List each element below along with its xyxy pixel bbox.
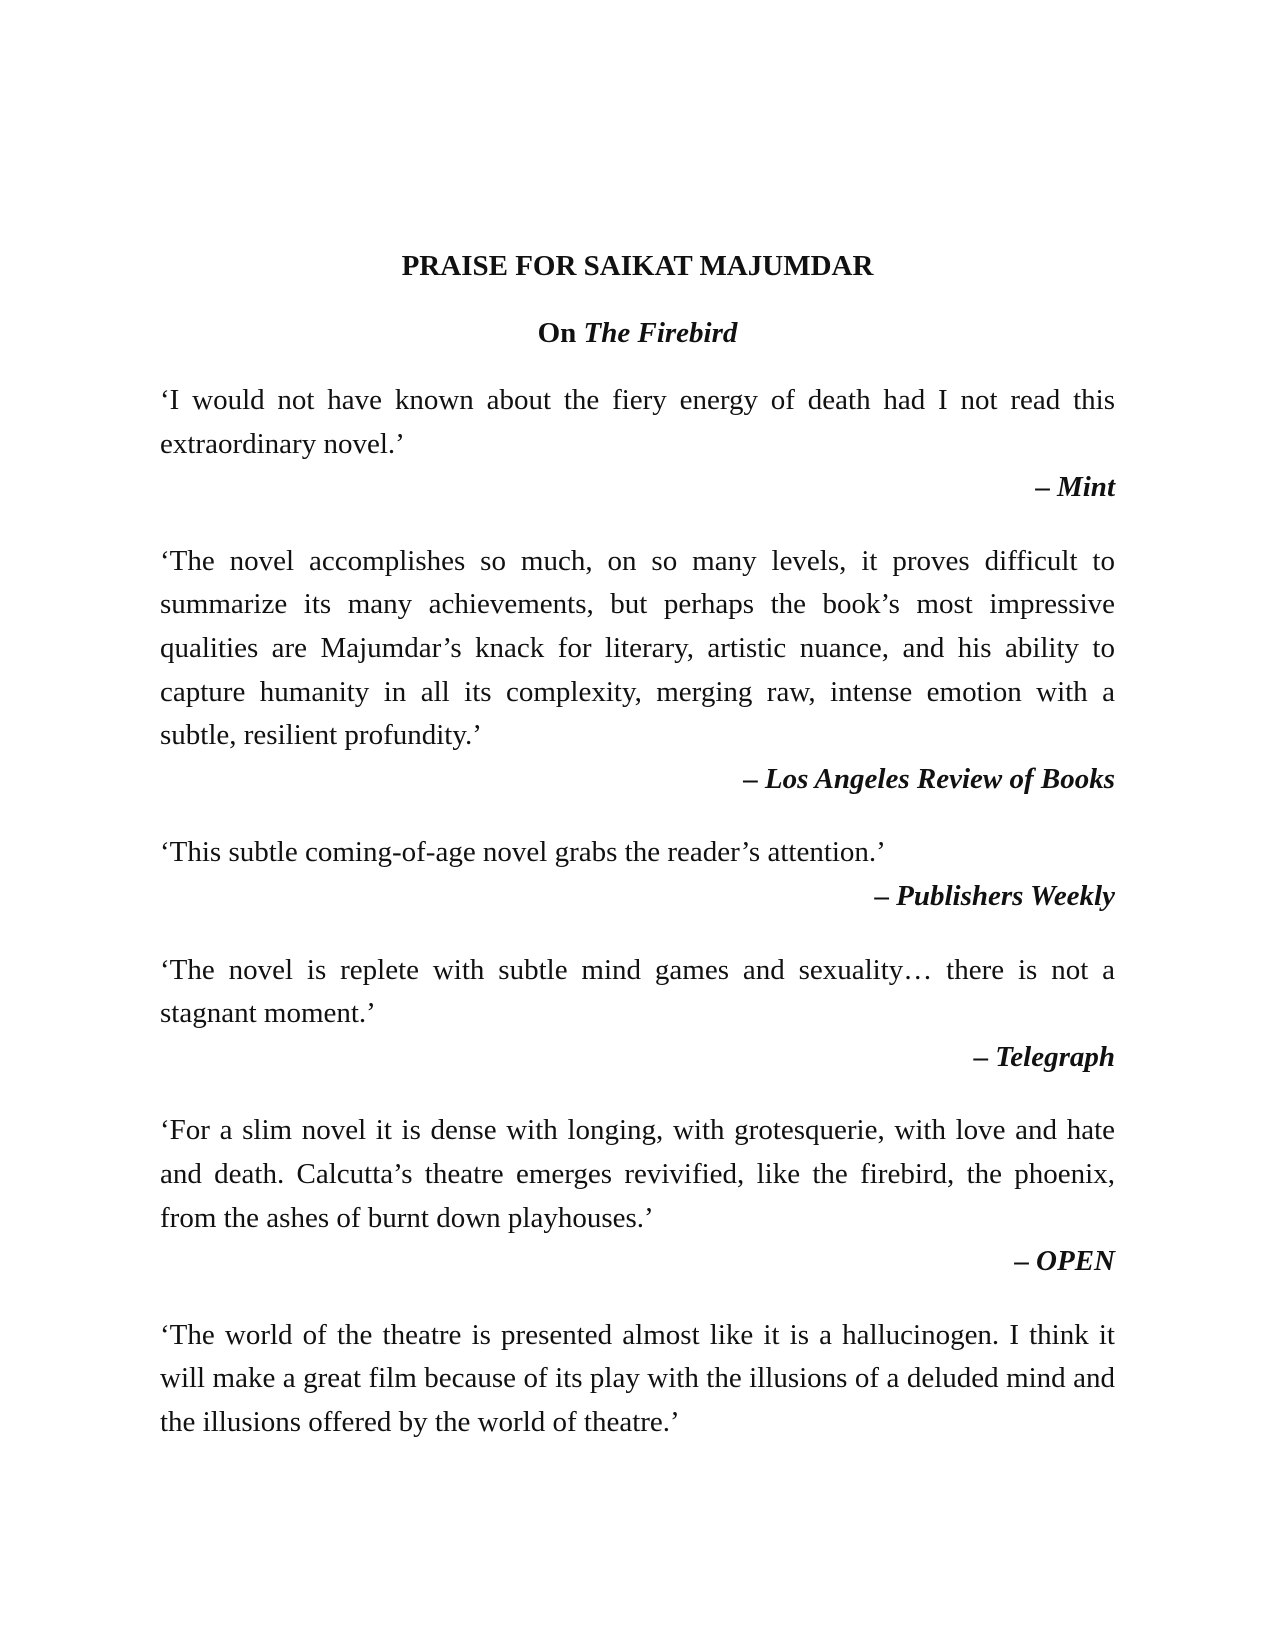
book-subtitle (160, 313, 1115, 353)
review-block (160, 379, 1115, 510)
review-quote: ‘The novel accomplishes so much, on so many levels, it proves difficult to summarize its many achievements, but perhaps the book’s most impressive qualities are Majumdar’s knack for literary, artistic nuance, and his ability to capture humanity in all its complexity, merging raw, intense emotion with a subtle, resilient profundity.’ (160, 544, 1115, 752)
source-name: Mint (1056, 471, 1115, 504)
source-name: OPEN (1036, 1245, 1115, 1278)
review-source (160, 466, 1115, 510)
review-source (160, 758, 1115, 802)
review-source (160, 1036, 1115, 1080)
review-block (160, 1314, 1115, 1445)
review-quote: ‘The novel is replete with subtle mind games and sexuality… there is not a stagnant moment.’ (160, 953, 1115, 1030)
page-title: PRAISE FOR SAIKAT MAJUMDAR (401, 250, 874, 282)
review-source (160, 1240, 1115, 1284)
source-name: Publishers Weekly (896, 879, 1115, 912)
review-block (160, 949, 1115, 1080)
review-block (160, 831, 1115, 918)
review-quote: ‘I would not have known about the fiery energy of death had I not read this extraordinary novel.’ (160, 384, 1115, 460)
subtitle-book-title: The Firebird (583, 317, 738, 349)
source-dash: – (1035, 471, 1057, 504)
source-name: Los Angeles Review of Books (764, 762, 1115, 795)
source-name: Telegraph (995, 1040, 1115, 1073)
review-source (160, 875, 1115, 919)
source-dash: – (973, 1040, 996, 1073)
review-quote: ‘For a slim novel it is dense with longing, with grotesquerie, with love and hate and death. Calcutta’s theatre emerges revivified, like the firebird, the phoenix, from the ashes of burnt down playhouses.’ (160, 1114, 1115, 1234)
review-quote: ‘The world of the theatre is presented almost like it is a hallucinogen. I think it will make a great film because of its play with the illusions of a deluded mind and the illusions offered by the world of theatre.’ (160, 1318, 1115, 1438)
source-dash: – (1014, 1245, 1037, 1278)
review-quote: ‘This subtle coming-of-age novel grabs the reader’s attention.’ (160, 836, 886, 869)
review-block (160, 1109, 1115, 1283)
review-block (160, 540, 1115, 802)
document-page (160, 246, 1115, 1444)
source-dash: – (874, 879, 897, 912)
source-dash: – (743, 762, 765, 795)
subtitle-prefix: On (537, 317, 577, 349)
